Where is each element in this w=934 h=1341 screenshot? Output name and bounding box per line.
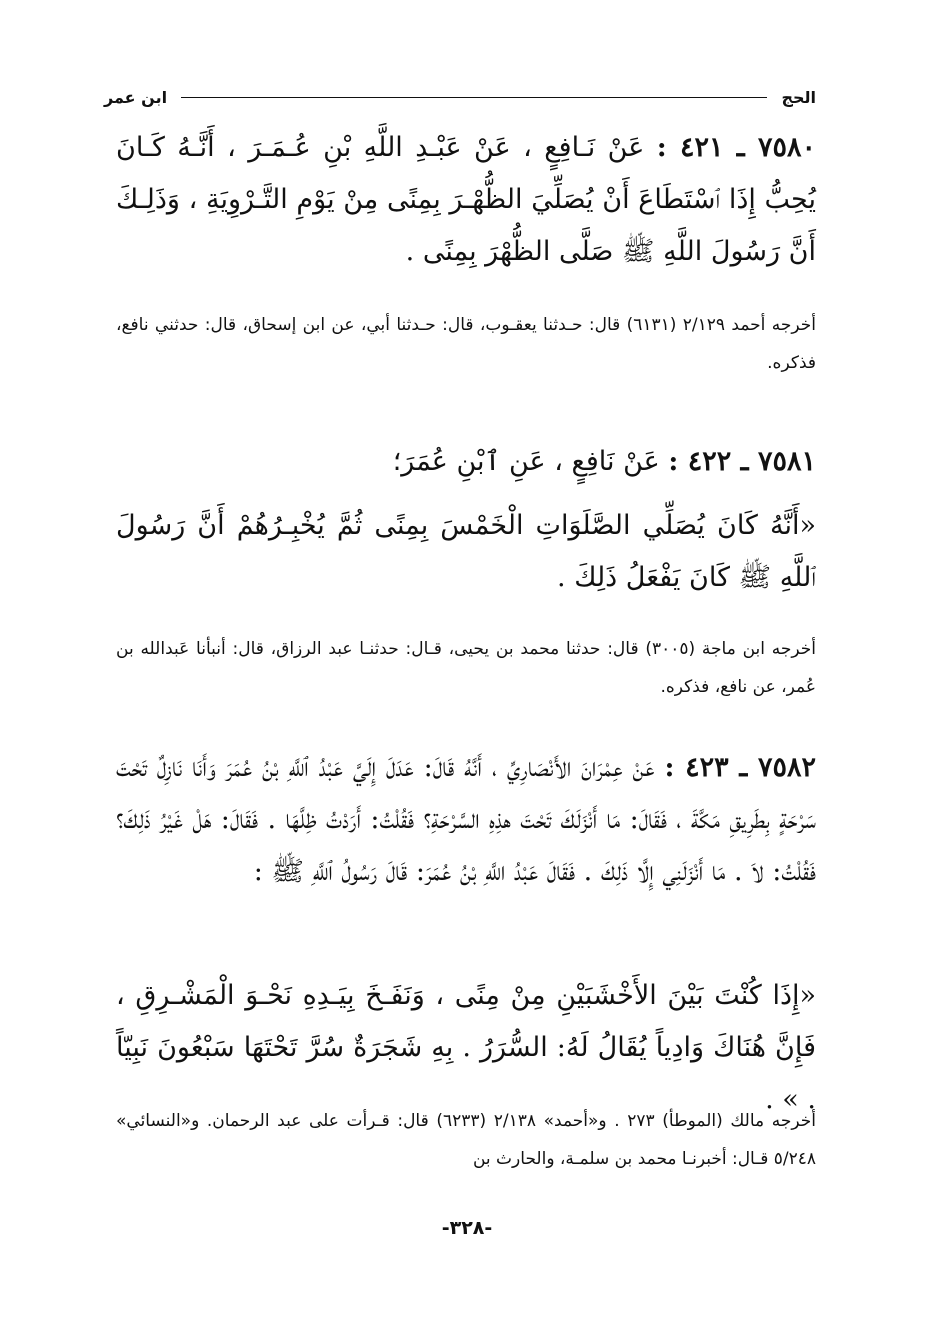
hadith-text: عَنْ نَـافِعٍ ، عَنْ عَبْـدِ اللَّهِ بْنِ عُـمَـرَ ، أَنَّـهُ كَـانَ يُحِبُّ إِذَا ٱسْتَطَاعَ أَنْ يُصَلِّيَ الظُّهْـرَ بِمِنًى مِنْ يَوْمِ التَّـرْوِيَةِ ، وَذَلِـكَ أَنَّ رَسُولَ اللَّهِ ﷺ صَلَّى الظُّهْرَ بِمِنًى .: [116, 132, 816, 267]
hadith-7581: [116, 436, 816, 488]
page-number: -٣٢٨-: [441, 1217, 493, 1239]
header-chapter: الحج: [781, 87, 816, 107]
running-header: [104, 84, 816, 110]
hadith-number: ٧٥٨٢ ـ ٤٢٣ :: [664, 752, 817, 783]
header-narrator: ابن عمر: [104, 87, 168, 107]
takhrij-7580: أخرجه أحمد ٢/١٢٩ (٦١٣١) قال: حـدثنا يعقـوب، قال: حـدثنا أبي، عن ابن إسحاق، قال: حدثني نافع، فذكره.: [116, 315, 816, 373]
hadith-7581-quote: «أَنَّهُ كَانَ يُصَلِّي الصَّلَوَاتِ الْخَمْسَ بِمِنًى ثُمَّ يُخْبِـرُهُمْ أَنَّ رَسُولَ ٱللَّهِ ﷺ كَانَ يَفْعَلُ ذَلِكَ .: [116, 510, 816, 593]
takhrij-7581: أخرجه ابن ماجة (٣٠٠٥) قال: حدثنا محمد بن يحيى، قـال: حدثنـا عبد الرزاق، قال: أنبأنا عَبدالله بن عُمر، عن نافع، فذكره.: [116, 639, 816, 697]
header-rule: [181, 97, 767, 98]
hadith-number: ٧٥٨١ ـ ٤٢٢ :: [668, 446, 816, 477]
hadith-text: عَنْ عِمْرَانَ الأَنْصَارِيِّ ، أَنَّهُ قَالَ: عَدَلَ إِلَيَّ عَبْدُ ٱللَّهِ بْنُ عُمَرَ وَأَنَا نَازِلٌ تَحْتَ سَرْحَةٍ بِطَرِيقِ مَكَّةَ ، فَقَالَ: مَا أَنْزَلَكَ تَحْتَ هذِهِ السَّرْحَةِ؟ فَقُلْتُ: أَرَدْتُ ظِلَّهَا . فَقَالَ: هَلْ غَيْرُ ذَلِكَ؟ فَقُلْتُ: لاَ . مَا أَنْزَلَنِي إِلَّا ذَلِكَ . فَقَالَ عَبْدُ اللَّهِ بْنُ عُمَرَ: قَالَ رَسُولُ ٱللَّهِ ﷺ :: [116, 752, 816, 887]
hadith-text: عَنْ نَافِعٍ ، عَنِ ٱبْنِ عُمَرَ؛: [392, 446, 660, 477]
hadith-7580: [116, 122, 816, 278]
hadith-7582: [116, 742, 816, 898]
hadith-7582-quote: «إِذَا كُنْتَ بَيْنَ الأَخْشَبَيْنِ مِنْ مِنًى ، وَنَفَـخَ بِيَـدِهِ نَحْـوَ الْمَشْـرِقِ ، فَإِنَّ هُنَاكَ وَادِياً يُقَالُ لَهُ: السُّرَرُ . بِهِ شَجَرَةٌ سُرَّ تَحْتَهَا سَبْعُونَ نَبِيّاً . » .: [116, 980, 816, 1115]
hadith-number: ٧٥٨٠ ـ ٤٢١ :: [656, 132, 816, 163]
takhrij-7582: أخرجه مالك (الموطأ) ٢٧٣ . و«أحمد» ٢/١٣٨ (٦٢٣٣) قال: قـرأت على عبد الرحمان. و«النسائي» ٥/٢٤٨ قـال: أخبرنـا محمد بن سلمـة، والحارث بن: [116, 1111, 816, 1169]
